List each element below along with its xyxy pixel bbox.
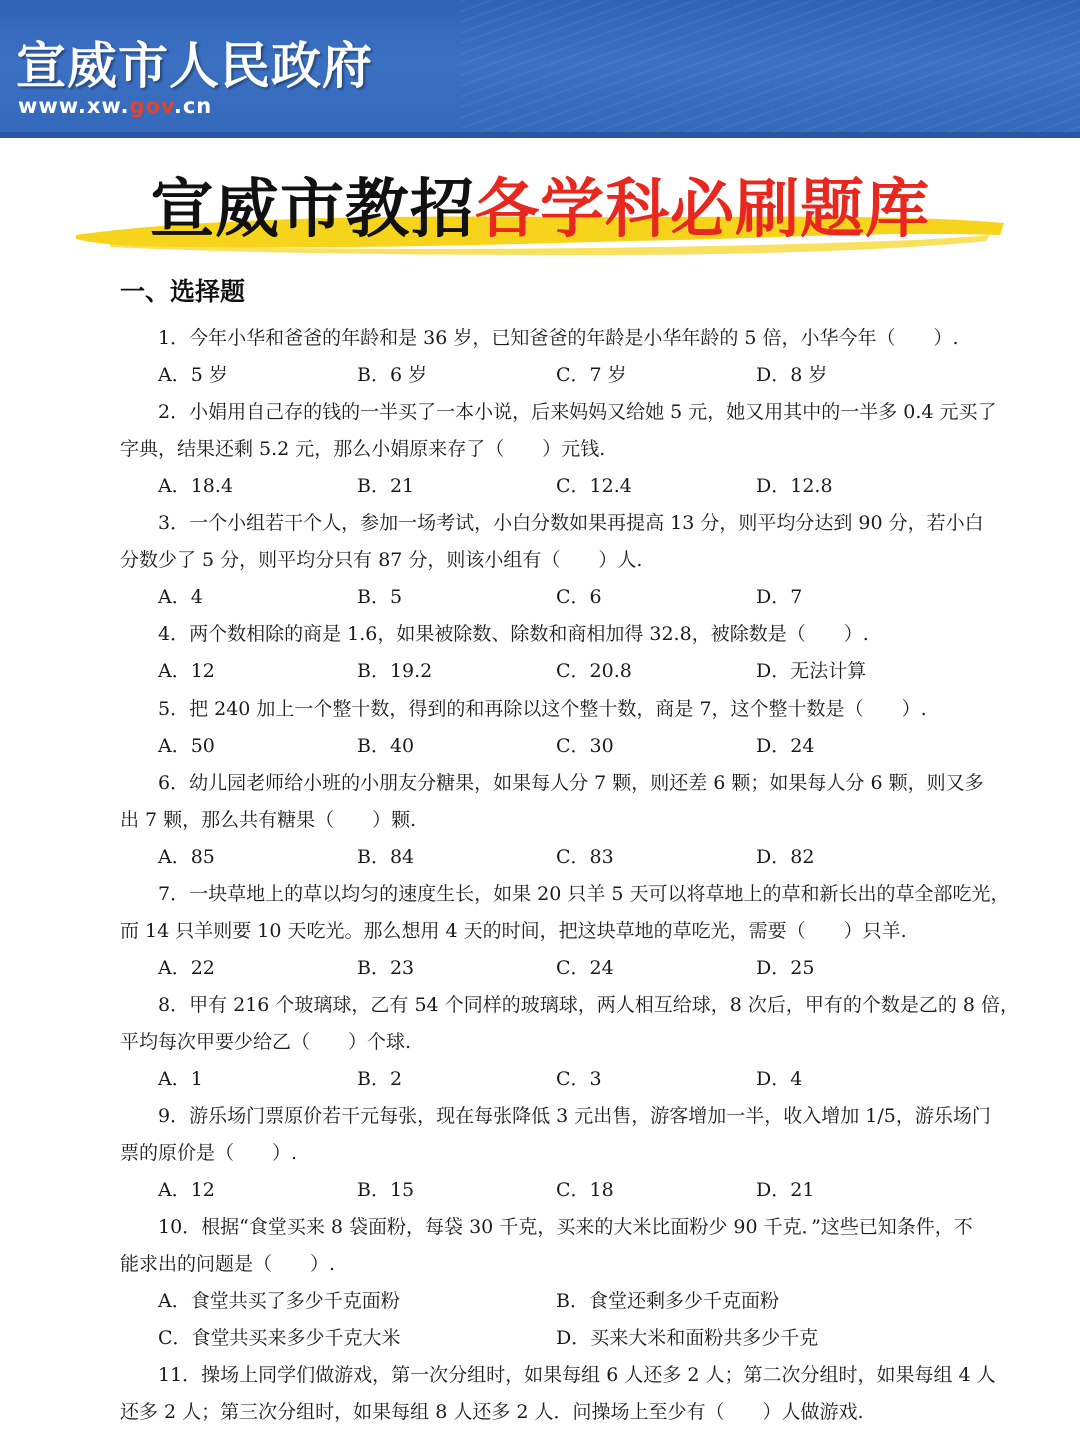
option-c: C．食堂共买来多少千克大米 xyxy=(158,1327,401,1350)
option-c: C．20.8 xyxy=(556,660,632,683)
option-a: A．5 岁 xyxy=(158,364,228,387)
option-c: C．7 岁 xyxy=(556,364,627,387)
option-a: A．4 xyxy=(158,586,203,609)
option-c: C．24 xyxy=(556,956,614,979)
question-text-continued: 分数少了 5 分，则平均分只有 87 分，则该小组有（ ）人. xyxy=(120,549,643,572)
option-b: B．6 岁 xyxy=(357,364,428,387)
url-gov: gov xyxy=(129,94,174,118)
header-banner xyxy=(0,0,1080,138)
option-a: A．12 xyxy=(158,1179,215,1202)
banner-stripe xyxy=(0,132,1080,138)
option-b: B．84 xyxy=(357,845,415,868)
option-b: B．23 xyxy=(357,956,415,979)
option-d: D．4 xyxy=(756,1068,803,1090)
question-text: 8．甲有 216 个玻璃球，乙有 54 个同样的玻璃球，两人相互给球，8 次后，甲有的个数是乙的 8 倍， xyxy=(158,993,1019,1016)
option-c: C．6 xyxy=(556,586,602,609)
option-d: D．7 xyxy=(756,586,803,609)
page-headline xyxy=(0,158,1080,250)
banner-decoration xyxy=(460,0,1080,138)
option-c: C．18 xyxy=(556,1179,614,1202)
option-c: C．12.4 xyxy=(556,475,632,498)
option-b: B．21 xyxy=(357,475,415,498)
option-b: B．2 xyxy=(357,1068,403,1090)
headline-black: 宣威市教招 xyxy=(150,172,475,247)
option-a: A．18.4 xyxy=(158,475,234,498)
option-d: D．无法计算 xyxy=(756,660,867,683)
question-text-continued: 平均每次甲要少给乙（ ）个球. xyxy=(120,1030,412,1053)
section-title: 一、选择题 xyxy=(120,277,246,306)
option-a: A．50 xyxy=(158,734,215,757)
option-a: A．12 xyxy=(158,660,215,683)
question-text-continued: 而 14 只羊则要 10 天吃光。那么想用 4 天的时间，把这块草地的草吃光，需要（ ）只羊. xyxy=(120,919,907,942)
option-d: D．82 xyxy=(756,845,815,868)
question-text: 3．一个小组若干个人，参加一场考试，小白分数如果再提高 13 分，则平均分达到 90 分，若小白 xyxy=(158,512,984,535)
question-text: 6．幼儿园老师给小班的小朋友分糖果，如果每人分 7 颗，则还差 6 颗；如果每人分 6 颗，则又多 xyxy=(158,771,984,794)
option-c: C．83 xyxy=(556,845,614,868)
headline-red: 各学科必刷题库 xyxy=(475,172,930,247)
option-a: A．85 xyxy=(158,845,215,868)
question-text: 5．把 240 加上一个整十数，得到的和再除以这个整十数，商是 7，这个整十数是（ ）. xyxy=(158,697,927,720)
url-suffix: .cn xyxy=(173,94,213,118)
option-b: B．40 xyxy=(357,734,415,757)
question-text: 9．游乐场门票原价若干元每张，现在每张降低 3 元出售，游客增加一半，收入增加 1/5，游乐场门 xyxy=(158,1105,991,1128)
option-b: B．5 xyxy=(357,586,403,609)
option-d: D．买来大米和面粉共多少千克 xyxy=(556,1327,819,1350)
url-prefix: www.xw. xyxy=(18,94,130,118)
question-text-continued: 出 7 颗，那么共有糖果（ ）颗. xyxy=(120,808,417,831)
question-text: 2．小娟用自己存的钱的一半买了一本小说，后来妈妈又给她 5 元，她又用其中的一半多 0.4 元买了 xyxy=(158,401,997,424)
option-b: B．食堂还剩多少千克面粉 xyxy=(556,1290,779,1313)
question-text-continued: 能求出的问题是（ ）. xyxy=(120,1253,336,1276)
option-a: A．22 xyxy=(158,956,215,979)
option-b: B．19.2 xyxy=(357,660,433,683)
option-c: C．3 xyxy=(556,1068,602,1090)
question-text: 10．根据“食堂买来 8 袋面粉，每袋 30 千克，买来的大米比面粉少 90 千克．”这些已知条件，不 xyxy=(158,1216,973,1239)
site-title: 宣威市人民政府 xyxy=(16,37,373,95)
option-d: D．12.8 xyxy=(756,475,833,498)
option-a: A．1 xyxy=(158,1068,203,1090)
question-text: 7．一块草地上的草以均匀的速度生长，如果 20 只羊 5 天可以将草地上的草和新长出的草全部吃光， xyxy=(158,882,1010,905)
option-b: B．15 xyxy=(357,1179,415,1202)
question-text: 11．操场上同学们做游戏，第一次分组时，如果每组 6 人还多 2 人；第二次分组时，如果每组 4 人 xyxy=(158,1364,996,1387)
question-text-continued: 票的原价是（ ）. xyxy=(120,1142,298,1165)
question-text: 1．今年小华和爸爸的年龄和是 36 岁，已知爸爸的年龄是小华年龄的 5 倍，小华今年（ ）. xyxy=(158,327,959,349)
site-url[interactable] xyxy=(18,94,212,118)
option-d: D．24 xyxy=(756,734,815,757)
option-d: D．8 岁 xyxy=(756,364,828,387)
question-text-continued: 字典，结果还剩 5.2 元，那么小娟原来存了（ ）元钱. xyxy=(120,438,606,461)
option-d: D．21 xyxy=(756,1179,815,1202)
option-a: A．食堂共买了多少千克面粉 xyxy=(158,1290,400,1313)
option-c: C．30 xyxy=(556,734,614,757)
option-d: D．25 xyxy=(756,956,815,979)
question-text-continued: 还多 2 人；第三次分组时，如果每组 8 人还多 2 人．问操场上至少有（ ）人做游戏. xyxy=(120,1401,864,1424)
question-text: 4．两个数相除的商是 1.6，如果被除数、除数和商相加得 32.8，被除数是（ ）. xyxy=(158,623,869,646)
